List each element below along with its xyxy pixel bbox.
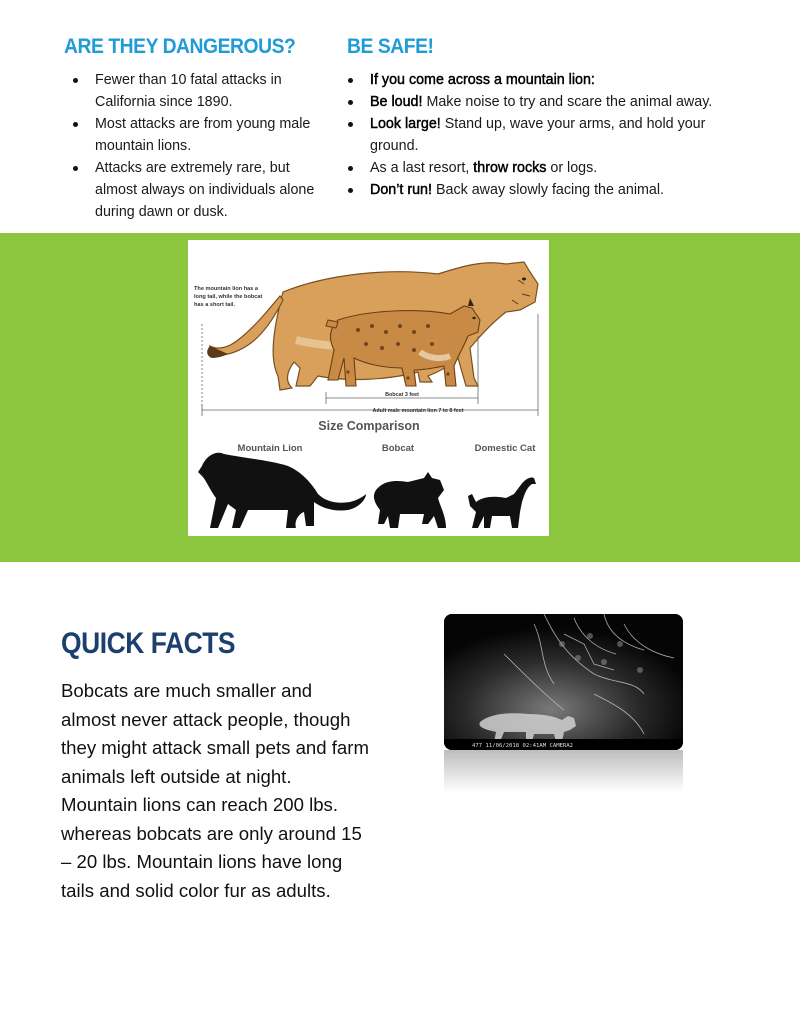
bobcat-measure: Bobcat 3 feet [385, 392, 419, 398]
size-comparison-illustration [188, 240, 549, 536]
tip-bold: throw rocks [473, 160, 547, 176]
tip-text: or logs. [546, 160, 598, 176]
safety-heading: BE SAFE! [347, 35, 434, 58]
tip-text: Stand up, wave your arms, and hold your ground. [370, 116, 706, 154]
dangerous-list [64, 69, 334, 223]
tip-bold: Don’t run! [370, 182, 432, 198]
list-item [347, 113, 747, 157]
tip-bold: If you come across a mountain lion: [370, 72, 595, 88]
bobcat-silhouette [374, 472, 446, 528]
quick-facts-body: Bobcats are much smaller and almost never attack people, though they might attack small pets and farm animals left outside at night. Mountain lions can reach 200 lbs. whereas bobcats are only around 15 – 20 lbs. Mountain lions have long tails and solid color fur as adults. [61, 680, 369, 901]
tip-bold: Look large! [370, 116, 441, 132]
label-bobcat: Bobcat [381, 443, 415, 454]
tail-note: The mountain lion has a long tail, while the bobcat has a short tail. [194, 286, 263, 308]
mountain-lion-silhouette [198, 453, 366, 528]
list-item: Most attacks are from young male mountain lions. [64, 113, 334, 157]
domestic-cat-silhouette [468, 477, 536, 528]
list-item: Fewer than 10 fatal attacks in California since 1890. [64, 69, 334, 113]
size-comparison-title: Size Comparison [318, 419, 420, 433]
label-domestic-cat: Domestic Cat [474, 443, 536, 454]
list-item [347, 91, 747, 113]
list-item: Attacks are extremely rare, but almost always on individuals alone during dawn or dusk. [64, 157, 334, 223]
lion-measure: Adult male mountain lion 7 to 8 feet [372, 408, 464, 414]
tip-text: Make noise to try and scare the animal away. [422, 94, 713, 110]
size-comparison-graphic [188, 240, 549, 536]
dangerous-section [64, 34, 334, 223]
trail-cam-caption: 477 11/06/2018 02:41AM CAMERA2 [472, 743, 574, 749]
dangerous-heading: ARE THEY DANGEROUS? [64, 35, 296, 58]
tip-text: As a last resort, [370, 160, 474, 176]
tip-text: Back away slowly facing the animal. [431, 182, 665, 198]
list-item [347, 69, 747, 91]
trail-camera-photo [444, 614, 683, 750]
safety-list [347, 69, 747, 201]
quick-facts-heading: QUICK FACTS [61, 627, 236, 660]
photo-reflection [444, 750, 683, 792]
safety-section [347, 34, 747, 201]
tip-bold: Be loud! [370, 94, 423, 110]
list-item [347, 157, 747, 179]
label-mountain-lion: Mountain Lion [237, 443, 303, 454]
list-item [347, 179, 747, 201]
